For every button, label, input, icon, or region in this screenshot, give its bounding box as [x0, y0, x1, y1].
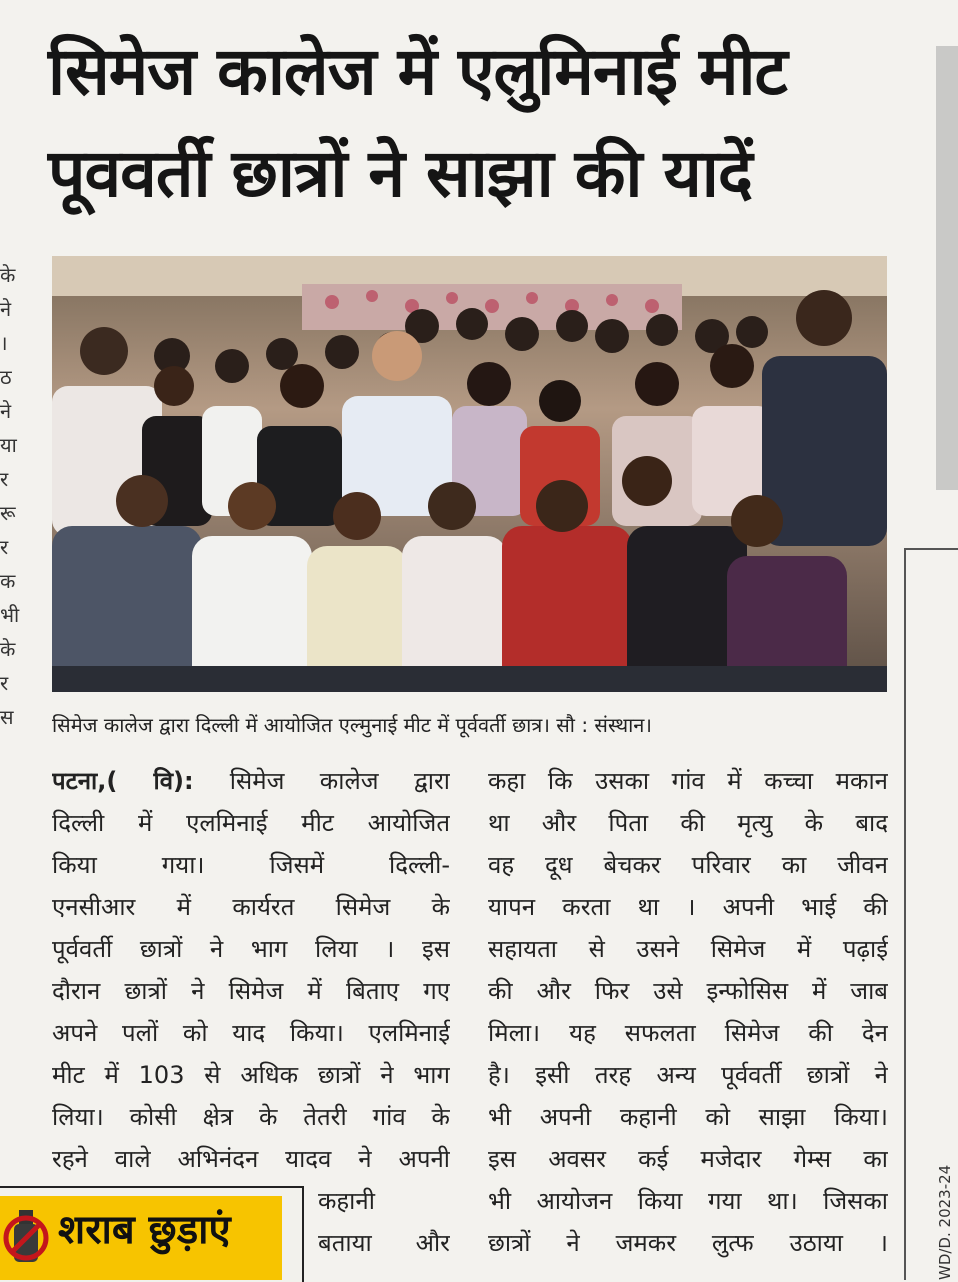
- left-fragment: या: [0, 433, 17, 457]
- article-line: पूर्ववर्ती छात्रों ने भाग लिया । इस: [52, 935, 450, 963]
- article-line: पटना,( वि): सिमेज कालेज द्वारा: [52, 767, 450, 795]
- article-line: रहने वाले अभिनंदन यादव ने अपनी: [52, 1145, 450, 1173]
- article-line: एनसीआर में कार्यरत सिमेज के: [52, 893, 450, 921]
- left-fragment: क: [0, 569, 16, 593]
- left-fragment: ठ: [0, 365, 12, 389]
- photo-caption: सिमेज कालेज द्वारा दिल्ली में आयोजित एल्मुनाई मीट में पूर्ववर्ती छात्र। सौ : संस्थान।: [52, 713, 652, 737]
- group-photo: [52, 256, 887, 692]
- right-gray-strip: [936, 46, 958, 490]
- left-fragment: ने: [0, 297, 12, 321]
- column-rule: [904, 548, 906, 1280]
- article-line: मीट में 103 से अधिक छात्रों ने भाग: [52, 1061, 450, 1089]
- left-fragment: र: [0, 671, 9, 695]
- column-rule-top: [904, 548, 958, 550]
- left-column-fragments: [0, 258, 24, 734]
- article-line: था और पिता की मृत्यु के बाद: [488, 809, 888, 837]
- article-line: कहानी: [318, 1187, 375, 1215]
- left-fragment: के: [0, 263, 16, 287]
- left-fragment: ।: [0, 331, 8, 355]
- article-line: वह दूध बेचकर परिवार का जीवन: [488, 851, 888, 879]
- headline-line-2: पूववर्ती छात्रों ने साझा की यादें: [48, 135, 752, 212]
- advertisement-text: शराब छुड़ाएं: [58, 1207, 231, 1253]
- article-line: की और फिर उसे इन्फोसिस में जाब: [488, 977, 888, 1005]
- article-line: यापन करता था । अपनी भाई की: [488, 893, 888, 921]
- article-line: है। इसी तरह अन्य पूर्ववर्ती छात्रों ने: [488, 1061, 888, 1089]
- article-line: किया गया। जिसमें दिल्ली-: [52, 851, 450, 879]
- left-fragment: ने: [0, 399, 12, 423]
- dateline: पटना,( वि):: [52, 767, 230, 795]
- article-line: इस अवसर कई मजेदार गेम्स का: [488, 1145, 888, 1173]
- no-alcohol-icon: [2, 1206, 50, 1266]
- left-fragment: के: [0, 637, 16, 661]
- left-fragment: भी: [0, 603, 20, 627]
- left-fragment: स: [0, 705, 14, 729]
- left-fragment: रू: [0, 501, 16, 525]
- left-fragment: र: [0, 535, 9, 559]
- article-line: लिया। कोसी क्षेत्र के तेतरी गांव के: [52, 1103, 450, 1131]
- article-line: कहा कि उसका गांव में कच्चा मकान: [488, 767, 888, 795]
- article-line: भी अपनी कहानी को साझा किया।: [488, 1103, 888, 1131]
- article-line: दौरान छात्रों ने सिमेज में बिताए गए: [52, 977, 450, 1005]
- article-line: दिल्ली में एलमिनाई मीट आयोजित: [52, 809, 450, 837]
- article-line: अपने पलों को याद किया। एलमिनाई: [52, 1019, 450, 1047]
- article-column-1-tail: [318, 1180, 450, 1264]
- article-line: सहायता से उसने सिमेज में पढ़ाई: [488, 935, 888, 963]
- article-column-2: [488, 760, 888, 1264]
- article-line: मिला। यह सफलता सिमेज की देन: [488, 1019, 888, 1047]
- article-line: छात्रों ने जमकर लुत्फ उठाया ।: [488, 1229, 888, 1257]
- headline-line-1: सिमेज कालेज में एलुमिनाई मीट: [48, 33, 787, 110]
- article-line: भी आयोजन किया गया था। जिसका: [488, 1187, 888, 1215]
- article-line: बताया और: [318, 1229, 450, 1257]
- article-column-1: [52, 760, 450, 1180]
- side-edition-code: WD/D. 2023-24: [936, 1164, 954, 1280]
- left-fragment: र: [0, 467, 9, 491]
